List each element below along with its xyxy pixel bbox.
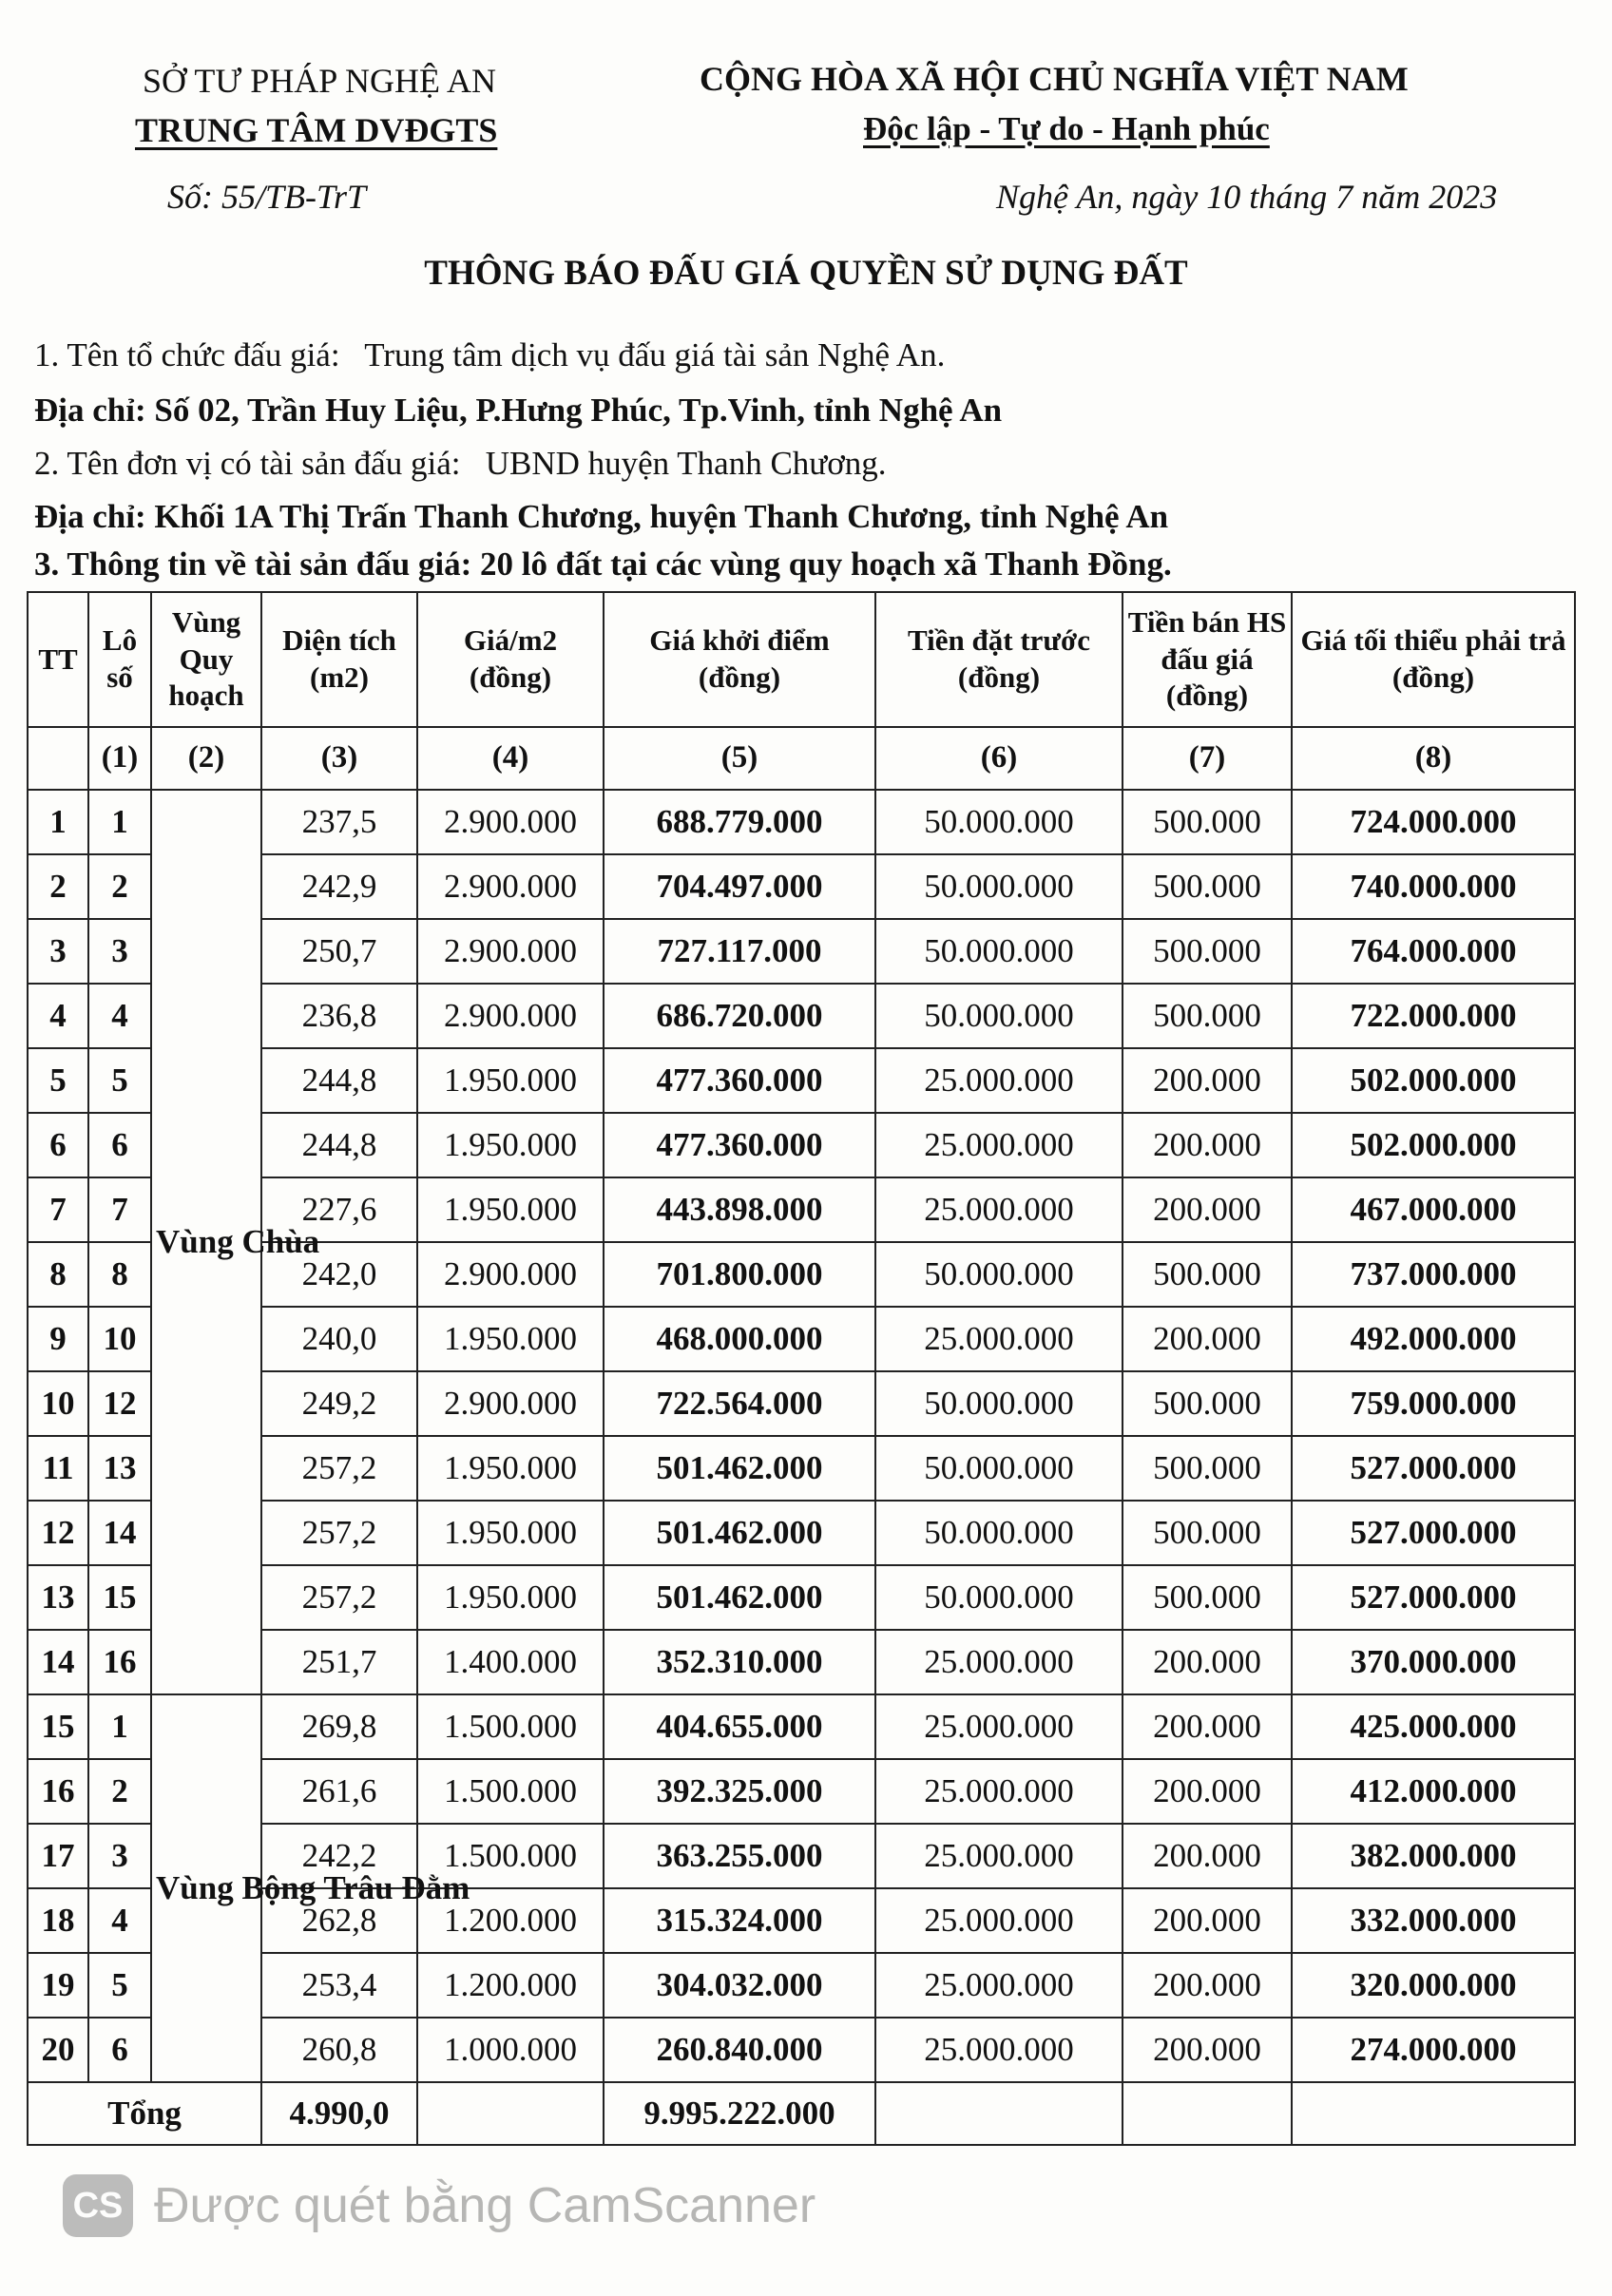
- start-price-cell: 686.720.000: [604, 984, 875, 1048]
- min-price-cell: 492.000.000: [1292, 1307, 1575, 1371]
- watermark-text: Được quét bằng CamScanner: [154, 2178, 816, 2233]
- deposit-cell: 25.000.000: [875, 1048, 1123, 1113]
- deposit-cell: 50.000.000: [875, 1242, 1123, 1307]
- price-per-m2-cell: 2.900.000: [417, 790, 604, 854]
- lot-number: 3: [88, 919, 151, 984]
- row-number: 11: [28, 1436, 88, 1501]
- lot-number: 4: [88, 984, 151, 1048]
- info-line-2: Địa chỉ: Số 02, Trần Huy Liệu, P.Hưng Phúc, Tp.Vinh, tỉnh Nghệ An: [34, 392, 1003, 429]
- header-cell: Giá/m2 (đồng): [417, 592, 604, 727]
- column-number-row: [28, 727, 1575, 790]
- min-price-cell: 764.000.000: [1292, 919, 1575, 984]
- row-number: 20: [28, 2018, 88, 2082]
- country-name: CỘNG HÒA XÃ HỘI CHỦ NGHĨA VIỆT NAM: [700, 60, 1409, 98]
- min-price-cell: 332.000.000: [1292, 1888, 1575, 1953]
- header-cell: Tiền đặt trước (đồng): [875, 592, 1123, 727]
- start-price-cell: 501.462.000: [604, 1501, 875, 1565]
- lot-number: 5: [88, 1048, 151, 1113]
- price-per-m2-cell: 2.900.000: [417, 919, 604, 984]
- price-per-m2-cell: 2.900.000: [417, 1242, 604, 1307]
- deposit-cell: 25.000.000: [875, 1630, 1123, 1694]
- column-number-cell: (4): [417, 727, 604, 790]
- min-price-cell: 759.000.000: [1292, 1371, 1575, 1436]
- row-number: 7: [28, 1177, 88, 1242]
- price-per-m2-cell: 1.950.000: [417, 1436, 604, 1501]
- lot-number: 5: [88, 1953, 151, 2018]
- document-title: THÔNG BÁO ĐẤU GIÁ QUYỀN SỬ DỤNG ĐẤT: [424, 254, 1188, 293]
- area-cell: 249,2: [261, 1371, 417, 1436]
- auction-lot-table: [27, 591, 1576, 2146]
- row-number: 13: [28, 1565, 88, 1630]
- start-price-cell: 701.800.000: [604, 1242, 875, 1307]
- center-name: TRUNG TÂM DVĐGTS: [135, 111, 498, 149]
- start-price-cell: 404.655.000: [604, 1694, 875, 1759]
- deposit-cell: 25.000.000: [875, 1824, 1123, 1888]
- total-start-price: 9.995.222.000: [604, 2082, 875, 2145]
- deposit-cell: 25.000.000: [875, 1307, 1123, 1371]
- column-number-cell: (3): [261, 727, 417, 790]
- info-line-4: Địa chỉ: Khối 1A Thị Trấn Thanh Chương, huyện Thanh Chương, tỉnh Nghệ An: [34, 498, 1169, 535]
- area-cell: 257,2: [261, 1436, 417, 1501]
- table-row: [28, 790, 1575, 854]
- lot-number: 2: [88, 1759, 151, 1824]
- total-row: [28, 2082, 1575, 2145]
- row-number: 3: [28, 919, 88, 984]
- start-price-cell: 315.324.000: [604, 1888, 875, 1953]
- area-cell: 236,8: [261, 984, 417, 1048]
- row-number: 2: [28, 854, 88, 919]
- min-price-cell: 740.000.000: [1292, 854, 1575, 919]
- area-cell: 242,0: [261, 1242, 417, 1307]
- start-price-cell: 443.898.000: [604, 1177, 875, 1242]
- agency-name: SỞ TƯ PHÁP NGHỆ AN: [143, 62, 496, 100]
- doc-fee-cell: 500.000: [1123, 984, 1292, 1048]
- price-per-m2-cell: 1.200.000: [417, 1888, 604, 1953]
- lot-number: 10: [88, 1307, 151, 1371]
- header-row: [28, 592, 1575, 727]
- start-price-cell: 704.497.000: [604, 854, 875, 919]
- price-per-m2-cell: 1.000.000: [417, 2018, 604, 2082]
- row-number: 12: [28, 1501, 88, 1565]
- lot-number: 12: [88, 1371, 151, 1436]
- doc-fee-cell: 500.000: [1123, 1565, 1292, 1630]
- deposit-cell: 50.000.000: [875, 1436, 1123, 1501]
- price-per-m2-cell: 2.900.000: [417, 1371, 604, 1436]
- price-per-m2-cell: 1.500.000: [417, 1694, 604, 1759]
- price-per-m2-cell: 1.500.000: [417, 1759, 604, 1824]
- info-line-5: 3. Thông tin về tài sản đấu giá: 20 lô đất tại các vùng quy hoạch xã Thanh Đồng.: [34, 545, 1172, 583]
- price-per-m2-cell: 1.950.000: [417, 1113, 604, 1177]
- area-cell: 244,8: [261, 1113, 417, 1177]
- row-number: 4: [28, 984, 88, 1048]
- start-price-cell: 722.564.000: [604, 1371, 875, 1436]
- lot-number: 14: [88, 1501, 151, 1565]
- row-number: 19: [28, 1953, 88, 2018]
- row-number: 16: [28, 1759, 88, 1824]
- zone-cell: Vùng Bộng Trâu Đằm: [151, 1694, 261, 2082]
- price-per-m2-cell: 1.500.000: [417, 1824, 604, 1888]
- min-price-cell: 382.000.000: [1292, 1824, 1575, 1888]
- header-cell: Diện tích (m2): [261, 592, 417, 727]
- area-cell: 237,5: [261, 790, 417, 854]
- lot-number: 6: [88, 2018, 151, 2082]
- row-number: 8: [28, 1242, 88, 1307]
- price-per-m2-cell: 1.200.000: [417, 1953, 604, 2018]
- header-cell: Vùng Quy hoạch: [151, 592, 261, 727]
- total-empty: [417, 2082, 604, 2145]
- start-price-cell: 477.360.000: [604, 1048, 875, 1113]
- lot-number: 4: [88, 1888, 151, 1953]
- area-cell: 257,2: [261, 1501, 417, 1565]
- column-number-cell: [28, 727, 88, 790]
- start-price-cell: 727.117.000: [604, 919, 875, 984]
- area-cell: 227,6: [261, 1177, 417, 1242]
- deposit-cell: 25.000.000: [875, 1888, 1123, 1953]
- doc-fee-cell: 200.000: [1123, 1177, 1292, 1242]
- column-number-cell: (7): [1123, 727, 1292, 790]
- doc-fee-cell: 500.000: [1123, 1501, 1292, 1565]
- area-cell: 261,6: [261, 1759, 417, 1824]
- start-price-cell: 304.032.000: [604, 1953, 875, 2018]
- min-price-cell: 274.000.000: [1292, 2018, 1575, 2082]
- start-price-cell: 501.462.000: [604, 1436, 875, 1501]
- price-per-m2-cell: 1.950.000: [417, 1177, 604, 1242]
- min-price-cell: 412.000.000: [1292, 1759, 1575, 1824]
- min-price-cell: 425.000.000: [1292, 1694, 1575, 1759]
- doc-fee-cell: 200.000: [1123, 1694, 1292, 1759]
- lot-number: 2: [88, 854, 151, 919]
- deposit-cell: 25.000.000: [875, 1113, 1123, 1177]
- column-number-cell: (2): [151, 727, 261, 790]
- deposit-cell: 25.000.000: [875, 1953, 1123, 2018]
- lot-number: 16: [88, 1630, 151, 1694]
- deposit-cell: 50.000.000: [875, 1565, 1123, 1630]
- doc-fee-cell: 200.000: [1123, 1953, 1292, 2018]
- min-price-cell: 370.000.000: [1292, 1630, 1575, 1694]
- min-price-cell: 502.000.000: [1292, 1048, 1575, 1113]
- price-per-m2-cell: 2.900.000: [417, 854, 604, 919]
- lot-number: 7: [88, 1177, 151, 1242]
- area-cell: 262,8: [261, 1888, 417, 1953]
- row-number: 18: [28, 1888, 88, 1953]
- scanner-watermark: [63, 2174, 816, 2237]
- min-price-cell: 527.000.000: [1292, 1436, 1575, 1501]
- header-cell: TT: [28, 592, 88, 727]
- document-number: Số: 55/TB-TrT: [167, 178, 367, 216]
- area-cell: 240,0: [261, 1307, 417, 1371]
- total-empty: [1292, 2082, 1575, 2145]
- total-area: 4.990,0: [261, 2082, 417, 2145]
- lot-number: 15: [88, 1565, 151, 1630]
- deposit-cell: 25.000.000: [875, 1694, 1123, 1759]
- doc-fee-cell: 500.000: [1123, 854, 1292, 919]
- deposit-cell: 50.000.000: [875, 1501, 1123, 1565]
- lot-number: 8: [88, 1242, 151, 1307]
- area-cell: 242,2: [261, 1824, 417, 1888]
- camscanner-logo-icon: CS: [63, 2174, 133, 2237]
- doc-fee-cell: 500.000: [1123, 919, 1292, 984]
- info-line-1-label: 1. Tên tổ chức đấu giá:: [34, 336, 340, 373]
- deposit-cell: 50.000.000: [875, 854, 1123, 919]
- total-label: Tổng: [28, 2082, 261, 2145]
- place-and-date: Nghệ An, ngày 10 tháng 7 năm 2023: [996, 178, 1498, 216]
- lot-number: 1: [88, 1694, 151, 1759]
- total-empty: [1123, 2082, 1292, 2145]
- header-cell: Giá khởi điểm (đồng): [604, 592, 875, 727]
- doc-fee-cell: 500.000: [1123, 1242, 1292, 1307]
- doc-fee-cell: 200.000: [1123, 1888, 1292, 1953]
- price-per-m2-cell: 1.950.000: [417, 1501, 604, 1565]
- start-price-cell: 363.255.000: [604, 1824, 875, 1888]
- start-price-cell: 468.000.000: [604, 1307, 875, 1371]
- row-number: 17: [28, 1824, 88, 1888]
- min-price-cell: 320.000.000: [1292, 1953, 1575, 2018]
- deposit-cell: 50.000.000: [875, 790, 1123, 854]
- price-per-m2-cell: 2.900.000: [417, 984, 604, 1048]
- area-cell: 269,8: [261, 1694, 417, 1759]
- area-cell: 251,7: [261, 1630, 417, 1694]
- row-number: 15: [28, 1694, 88, 1759]
- lot-number: 6: [88, 1113, 151, 1177]
- row-number: 9: [28, 1307, 88, 1371]
- lot-number: 13: [88, 1436, 151, 1501]
- column-number-cell: (6): [875, 727, 1123, 790]
- price-per-m2-cell: 1.950.000: [417, 1565, 604, 1630]
- header-cell: Tiền bán HS đấu giá (đồng): [1123, 592, 1292, 727]
- min-price-cell: 527.000.000: [1292, 1565, 1575, 1630]
- lot-number: 3: [88, 1824, 151, 1888]
- start-price-cell: 392.325.000: [604, 1759, 875, 1824]
- table-row: [28, 1694, 1575, 1759]
- doc-fee-cell: 500.000: [1123, 790, 1292, 854]
- min-price-cell: 737.000.000: [1292, 1242, 1575, 1307]
- start-price-cell: 260.840.000: [604, 2018, 875, 2082]
- info-line-3: [34, 445, 887, 483]
- info-line-1: [34, 336, 945, 374]
- column-number-cell: (8): [1292, 727, 1575, 790]
- column-number-cell: (1): [88, 727, 151, 790]
- row-number: 14: [28, 1630, 88, 1694]
- area-cell: 253,4: [261, 1953, 417, 2018]
- price-per-m2-cell: 1.950.000: [417, 1048, 604, 1113]
- area-cell: 257,2: [261, 1565, 417, 1630]
- deposit-cell: 50.000.000: [875, 919, 1123, 984]
- area-cell: 242,9: [261, 854, 417, 919]
- min-price-cell: 467.000.000: [1292, 1177, 1575, 1242]
- start-price-cell: 501.462.000: [604, 1565, 875, 1630]
- header-cell: Giá tối thiểu phải trả (đồng): [1292, 592, 1575, 727]
- min-price-cell: 724.000.000: [1292, 790, 1575, 854]
- doc-fee-cell: 200.000: [1123, 1048, 1292, 1113]
- doc-fee-cell: 200.000: [1123, 1824, 1292, 1888]
- doc-fee-cell: 500.000: [1123, 1371, 1292, 1436]
- doc-fee-cell: 200.000: [1123, 1113, 1292, 1177]
- deposit-cell: 50.000.000: [875, 1371, 1123, 1436]
- deposit-cell: 50.000.000: [875, 984, 1123, 1048]
- min-price-cell: 502.000.000: [1292, 1113, 1575, 1177]
- motto: Độc lập - Tự do - Hạnh phúc: [863, 110, 1270, 147]
- deposit-cell: 25.000.000: [875, 1177, 1123, 1242]
- doc-fee-cell: 200.000: [1123, 1630, 1292, 1694]
- doc-fee-cell: 200.000: [1123, 1307, 1292, 1371]
- total-empty: [875, 2082, 1123, 2145]
- start-price-cell: 352.310.000: [604, 1630, 875, 1694]
- row-number: 5: [28, 1048, 88, 1113]
- doc-fee-cell: 200.000: [1123, 2018, 1292, 2082]
- info-line-3-value: UBND huyện Thanh Chương.: [485, 445, 887, 482]
- row-number: 1: [28, 790, 88, 854]
- area-cell: 244,8: [261, 1048, 417, 1113]
- doc-fee-cell: 200.000: [1123, 1759, 1292, 1824]
- deposit-cell: 25.000.000: [875, 1759, 1123, 1824]
- start-price-cell: 477.360.000: [604, 1113, 875, 1177]
- info-line-3-label: 2. Tên đơn vị có tài sản đấu giá:: [34, 445, 461, 482]
- area-cell: 260,8: [261, 2018, 417, 2082]
- column-number-cell: (5): [604, 727, 875, 790]
- area-cell: 250,7: [261, 919, 417, 984]
- row-number: 10: [28, 1371, 88, 1436]
- min-price-cell: 527.000.000: [1292, 1501, 1575, 1565]
- price-per-m2-cell: 1.400.000: [417, 1630, 604, 1694]
- start-price-cell: 688.779.000: [604, 790, 875, 854]
- deposit-cell: 25.000.000: [875, 2018, 1123, 2082]
- header-cell: Lô số: [88, 592, 151, 727]
- doc-fee-cell: 500.000: [1123, 1436, 1292, 1501]
- row-number: 6: [28, 1113, 88, 1177]
- lot-number: 1: [88, 790, 151, 854]
- min-price-cell: 722.000.000: [1292, 984, 1575, 1048]
- info-line-1-value: Trung tâm dịch vụ đấu giá tài sản Nghệ An.: [364, 336, 946, 373]
- zone-cell: Vùng Chùa: [151, 790, 261, 1694]
- price-per-m2-cell: 1.950.000: [417, 1307, 604, 1371]
